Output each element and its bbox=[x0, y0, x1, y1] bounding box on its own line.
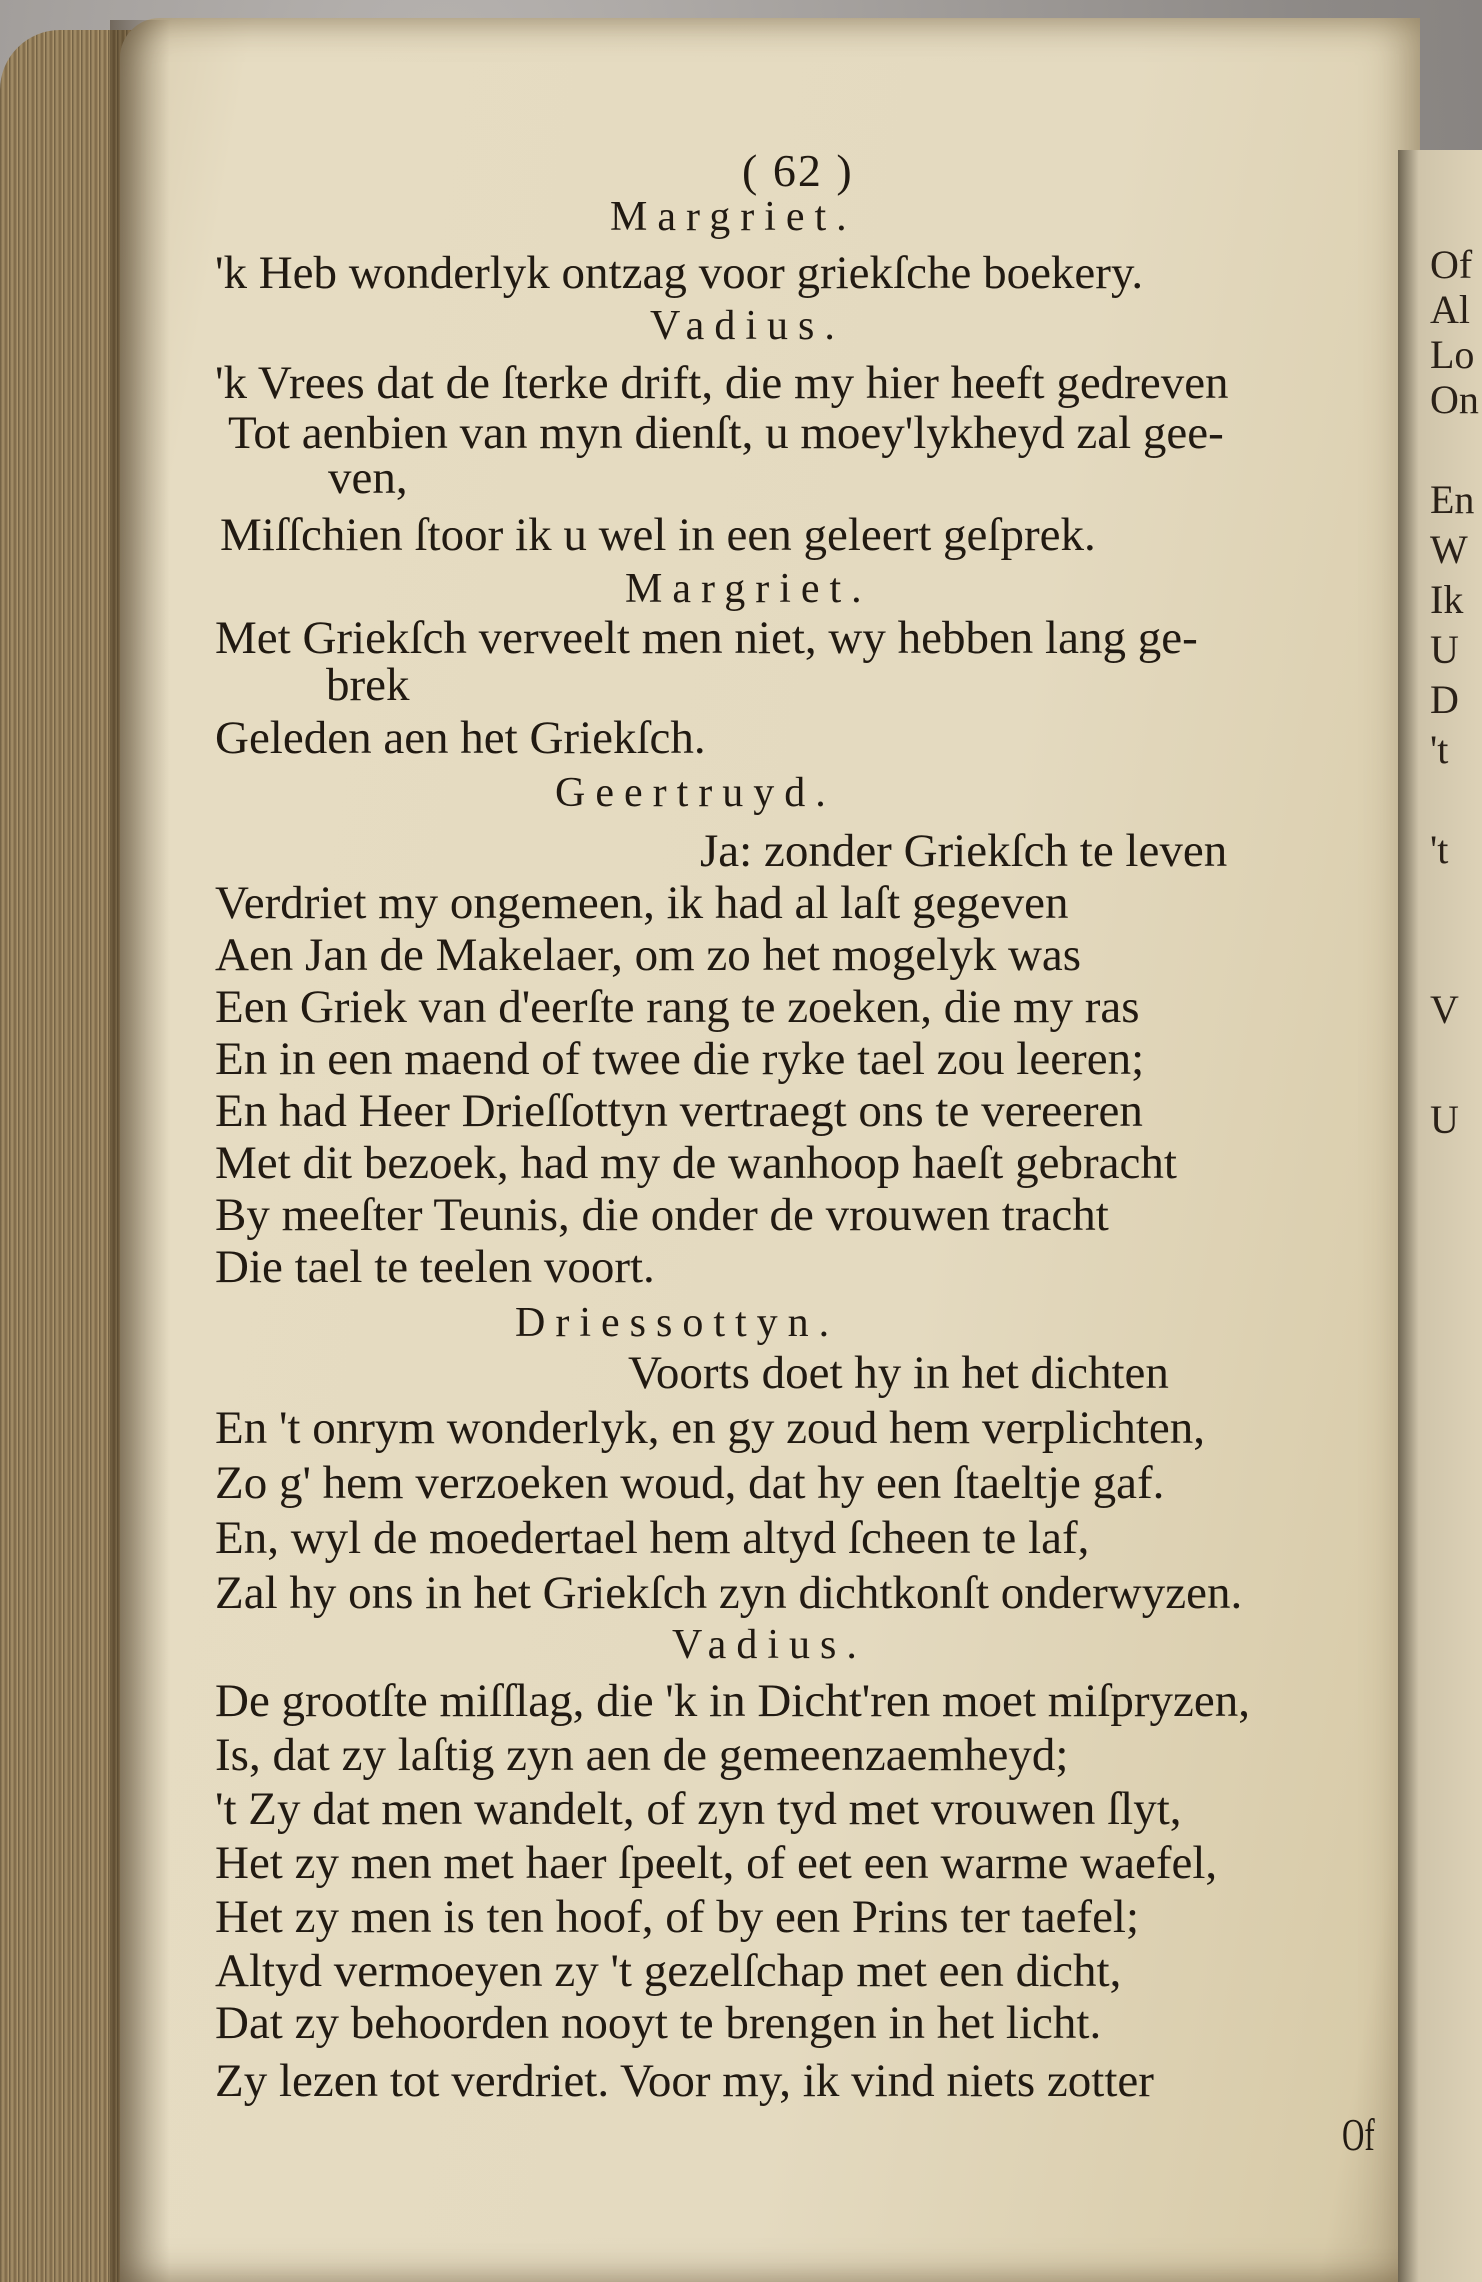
verse-line: En 't onrym wonderlyk, en gy zoud hem verplichten, bbox=[215, 1402, 1206, 1454]
verse-line: brek bbox=[326, 659, 410, 711]
catchword: Of bbox=[1342, 2109, 1375, 2160]
verse-line: Geleden aen het Griekſch. bbox=[215, 712, 706, 764]
verse-line: Is, dat zy laſtig zyn aen de gemeenzaemheyd; bbox=[215, 1729, 1069, 1781]
verse-line: Voorts doet hy in het dichten bbox=[628, 1347, 1169, 1399]
verse-line: Verdriet my ongemeen, ik had al laſt gegeven bbox=[215, 877, 1069, 929]
edge-fragment: On bbox=[1430, 377, 1479, 422]
verse-line: 't Zy dat men wandelt, of zyn tyd met vrouwen ſlyt, bbox=[215, 1783, 1182, 1835]
verse-line: Zo g' hem verzoeken woud, dat hy een ſtaeltje gaf. bbox=[215, 1457, 1165, 1509]
speaker-name: Margriet. bbox=[610, 194, 857, 240]
verse-line: En had Heer Drieſſottyn vertraegt ons te vereeren bbox=[215, 1085, 1143, 1137]
verse-line: Die tael te teelen voort. bbox=[215, 1241, 655, 1293]
edge-fragment: Ik bbox=[1430, 577, 1464, 622]
verse-line: 'k Vrees dat de ſterke drift, die my hier heeft gedreven bbox=[215, 357, 1229, 409]
verse-line: Zal hy ons in het Griekſch zyn dichtkonſt onderwyzen. bbox=[215, 1567, 1243, 1619]
edge-fragment: Al bbox=[1430, 287, 1470, 332]
verse-line: Miſſchien ſtoor ik u wel in een geleert geſprek. bbox=[220, 509, 1096, 561]
verse-line: Altyd vermoeyen zy 't gezelſchap met een dicht, bbox=[215, 1945, 1122, 1997]
edge-fragment: Of bbox=[1430, 242, 1473, 287]
verse-line: Een Griek van d'eerſte rang te zoeken, die my ras bbox=[215, 981, 1140, 1033]
speaker-name: Geertruyd. bbox=[555, 770, 836, 816]
verse-line: Aen Jan de Makelaer, om zo het mogelyk was bbox=[215, 929, 1082, 981]
page-number: ( 62 ) bbox=[742, 145, 854, 196]
verse-line: Het zy men met haer ſpeelt, of eet een warme waefel, bbox=[215, 1837, 1218, 1889]
verse-line: De grootſte miſſlag, die 'k in Dicht'ren moet miſpryzen, bbox=[215, 1675, 1251, 1727]
verse-line: Met Griekſch verveelt men niet, wy hebben lang ge- bbox=[215, 612, 1198, 664]
edge-fragment: 't bbox=[1430, 827, 1449, 872]
verse-line: Zy lezen tot verdriet. Voor my, ik vind niets zotter bbox=[215, 2055, 1154, 2107]
edge-fragment: U bbox=[1430, 627, 1459, 672]
speaker-name: Vadius. bbox=[672, 1622, 867, 1668]
speaker-name: Vadius. bbox=[650, 303, 845, 349]
edge-fragment: U bbox=[1430, 1097, 1459, 1142]
edge-fragment: 't bbox=[1430, 727, 1449, 772]
verse-line: By meeſter Teunis, die onder de vrouwen tracht bbox=[215, 1189, 1109, 1241]
speaker-name: Driessottyn. bbox=[515, 1300, 840, 1346]
verse-line: Met dit bezoek, had my de wanhoop haeſt gebracht bbox=[215, 1137, 1177, 1189]
edge-fragment: D bbox=[1430, 677, 1459, 722]
edge-fragment: W bbox=[1430, 527, 1468, 572]
edge-fragment: Lo bbox=[1430, 332, 1475, 377]
edge-fragment: En bbox=[1430, 477, 1475, 522]
verse-line: Dat zy behoorden nooyt te brengen in het licht. bbox=[215, 1997, 1102, 2049]
verse-line: Ja: zonder Griekſch te leven bbox=[700, 825, 1228, 877]
verse-line: 'k Heb wonderlyk ontzag voor griekſche boekery. bbox=[215, 247, 1144, 299]
verse-line: En, wyl de moedertael hem altyd ſcheen te laf, bbox=[215, 1512, 1090, 1564]
speaker-name: Margriet. bbox=[625, 566, 872, 612]
edge-fragment: V bbox=[1430, 987, 1459, 1032]
verse-line: Het zy men is ten hoof, of by een Prins ter taefel; bbox=[215, 1891, 1140, 1943]
verse-line: ven, bbox=[328, 452, 408, 504]
verse-line: Tot aenbien van myn dienſt, u moey'lykheyd zal gee- bbox=[228, 407, 1224, 459]
verse-line: En in een maend of twee die ryke tael zou leeren; bbox=[215, 1033, 1145, 1085]
